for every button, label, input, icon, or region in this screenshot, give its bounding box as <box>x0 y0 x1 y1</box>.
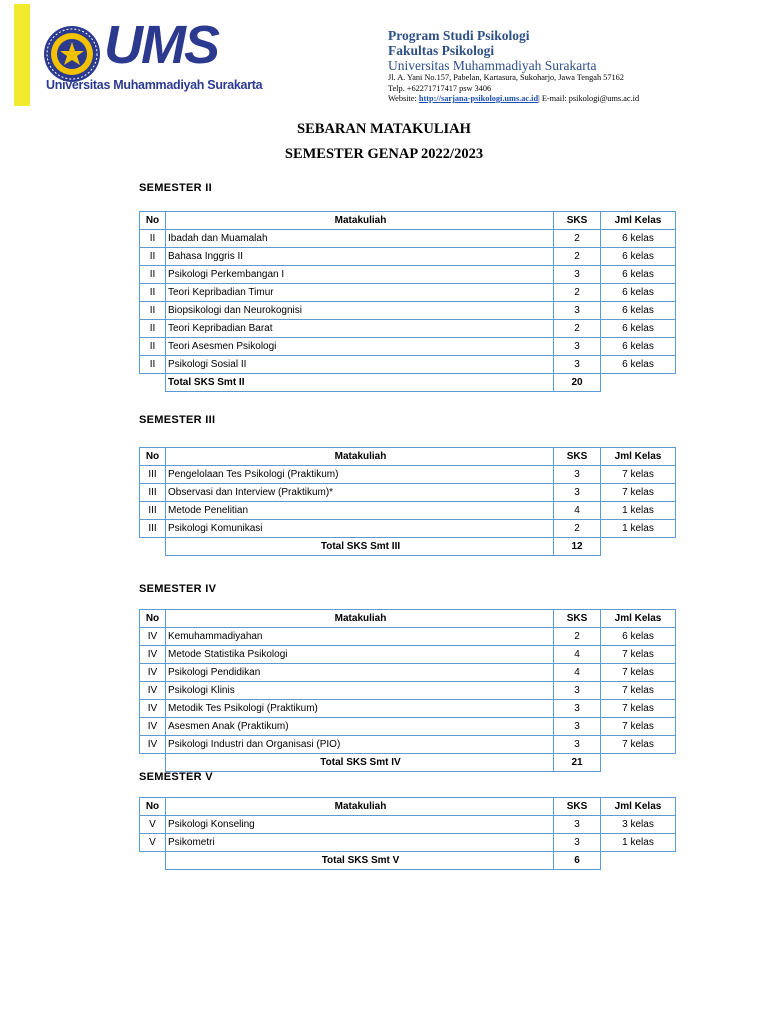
total-sks: 12 <box>554 538 601 556</box>
cell-no: IV <box>140 700 166 718</box>
cell-course-name: Teori Kepribadian Barat <box>166 320 554 338</box>
cell-no: IV <box>140 682 166 700</box>
column-header-kelas: Jml Kelas <box>601 212 676 230</box>
semester-heading: SEMESTER IV <box>139 583 217 595</box>
cell-no: V <box>140 816 166 834</box>
table-row <box>140 484 676 502</box>
table-row <box>140 502 676 520</box>
cell-no: II <box>140 248 166 266</box>
total-sks: 21 <box>554 754 601 772</box>
cell-kelas: 7 kelas <box>601 700 676 718</box>
cell-course-name: Kemuhammadiyahan <box>166 628 554 646</box>
ums-logo <box>42 15 263 96</box>
letterhead-info <box>388 28 639 105</box>
university-name: Universitas Muhammadiyah Surakarta <box>388 58 597 73</box>
cell-sks: 2 <box>554 320 601 338</box>
document-title: SEBARAN MATAKULIAH <box>297 121 471 137</box>
logo-university-caption: Universitas Muhammadiyah Surakarta <box>46 78 263 92</box>
cell-course-name: Psikologi Konseling <box>166 816 554 834</box>
cell-sks: 4 <box>554 646 601 664</box>
cell-course-name: Biopsikologi dan Neurokognisi <box>166 302 554 320</box>
table-row <box>140 682 676 700</box>
cell-kelas: 7 kelas <box>601 682 676 700</box>
cell-no: II <box>140 320 166 338</box>
total-label: Total SKS Smt IV <box>166 754 554 772</box>
cell-no: II <box>140 266 166 284</box>
table-row <box>140 718 676 736</box>
cell-kelas: 7 kelas <box>601 664 676 682</box>
cell-sks: 3 <box>554 834 601 852</box>
column-header-sks: SKS <box>554 448 601 466</box>
cell-kelas: 6 kelas <box>601 248 676 266</box>
cell-kelas: 6 kelas <box>601 320 676 338</box>
cell-no: II <box>140 230 166 248</box>
cell-sks: 2 <box>554 284 601 302</box>
table-row <box>140 736 676 754</box>
cell-no: IV <box>140 718 166 736</box>
column-header-sks: SKS <box>554 798 601 816</box>
cell-sks: 3 <box>554 466 601 484</box>
course-table <box>139 797 676 870</box>
course-table <box>139 609 676 772</box>
table-row <box>140 320 676 338</box>
semester-heading: SEMESTER II <box>139 182 212 194</box>
cell-sks: 3 <box>554 736 601 754</box>
table-header-row <box>140 798 676 816</box>
total-row <box>140 754 676 772</box>
cell-sks: 2 <box>554 248 601 266</box>
column-header-matakuliah: Matakuliah <box>166 798 554 816</box>
column-header-no: No <box>140 610 166 628</box>
website-label: Website: <box>388 94 417 103</box>
total-label: Total SKS Smt V <box>166 852 554 870</box>
column-header-sks: SKS <box>554 212 601 230</box>
address: Jl. A. Yani No.157, Pabelan, Kartasura, Sukoharjo, Jawa Tengah 57162 <box>388 73 624 82</box>
course-table <box>139 211 676 392</box>
cell-course-name: Bahasa Inggris II <box>166 248 554 266</box>
table-header-row <box>140 610 676 628</box>
total-label: Total SKS Smt III <box>166 538 554 556</box>
cell-sks: 2 <box>554 628 601 646</box>
cell-kelas: 1 kelas <box>601 834 676 852</box>
cell-sks: 3 <box>554 718 601 736</box>
cell-no: IV <box>140 628 166 646</box>
cell-course-name: Psikologi Pendidikan <box>166 664 554 682</box>
cell-course-name: Ibadah dan Muamalah <box>166 230 554 248</box>
table-row <box>140 628 676 646</box>
cell-no: III <box>140 520 166 538</box>
cell-sks: 3 <box>554 356 601 374</box>
cell-course-name: Teori Kepribadian Timur <box>166 284 554 302</box>
cell-no: IV <box>140 646 166 664</box>
cell-kelas: 6 kelas <box>601 230 676 248</box>
cell-course-name: Metodik Tes Psikologi (Praktikum) <box>166 700 554 718</box>
column-header-matakuliah: Matakuliah <box>166 610 554 628</box>
cell-course-name: Psikologi Sosial II <box>166 356 554 374</box>
cell-sks: 3 <box>554 338 601 356</box>
cell-sks: 3 <box>554 302 601 320</box>
table-row <box>140 356 676 374</box>
table-row <box>140 248 676 266</box>
faculty-name: Fakultas Psikologi <box>388 43 495 58</box>
cell-no: II <box>140 284 166 302</box>
cell-sks: 3 <box>554 682 601 700</box>
cell-sks: 3 <box>554 484 601 502</box>
cell-kelas: 6 kelas <box>601 302 676 320</box>
cell-no: II <box>140 302 166 320</box>
cell-no: III <box>140 466 166 484</box>
cell-course-name: Psikologi Perkembangan I <box>166 266 554 284</box>
document-subtitle: SEMESTER GENAP 2022/2023 <box>284 146 484 162</box>
cell-kelas: 6 kelas <box>601 356 676 374</box>
course-table <box>139 447 676 556</box>
cell-course-name: Psikometri <box>166 834 554 852</box>
cell-course-name: Metode Statistika Psikologi <box>166 646 554 664</box>
cell-sks: 3 <box>554 266 601 284</box>
cell-course-name: Asesmen Anak (Praktikum) <box>166 718 554 736</box>
cell-kelas: 7 kelas <box>601 466 676 484</box>
total-sks: 6 <box>554 852 601 870</box>
cell-no: III <box>140 484 166 502</box>
table-row <box>140 284 676 302</box>
cell-course-name: Psikologi Komunikasi <box>166 520 554 538</box>
table-row <box>140 834 676 852</box>
column-header-sks: SKS <box>554 610 601 628</box>
column-header-matakuliah: Matakuliah <box>166 212 554 230</box>
table-header-row <box>140 448 676 466</box>
semester-heading: SEMESTER V <box>139 771 213 783</box>
cell-sks: 4 <box>554 664 601 682</box>
cell-no: II <box>140 356 166 374</box>
table-row <box>140 338 676 356</box>
cell-no: II <box>140 338 166 356</box>
column-header-kelas: Jml Kelas <box>601 448 676 466</box>
cell-kelas: 3 kelas <box>601 816 676 834</box>
cell-course-name: Observasi dan Interview (Praktikum)* <box>166 484 554 502</box>
cell-kelas: 6 kelas <box>601 338 676 356</box>
total-row <box>140 852 676 870</box>
cell-kelas: 6 kelas <box>601 266 676 284</box>
cell-kelas: 6 kelas <box>601 628 676 646</box>
cell-sks: 4 <box>554 502 601 520</box>
column-header-kelas: Jml Kelas <box>601 610 676 628</box>
table-row <box>140 466 676 484</box>
table-row <box>140 230 676 248</box>
table-row <box>140 700 676 718</box>
logo-wordmark: UMS <box>104 15 218 75</box>
table-row <box>140 646 676 664</box>
cell-no: III <box>140 502 166 520</box>
cell-course-name: Psikologi Klinis <box>166 682 554 700</box>
column-header-matakuliah: Matakuliah <box>166 448 554 466</box>
table-row <box>140 664 676 682</box>
table-row <box>140 302 676 320</box>
cell-kelas: 7 kelas <box>601 736 676 754</box>
cell-course-name: Teori Asesmen Psikologi <box>166 338 554 356</box>
total-row <box>140 374 676 392</box>
cell-sks: 3 <box>554 816 601 834</box>
cell-kelas: 6 kelas <box>601 284 676 302</box>
table-row <box>140 266 676 284</box>
cell-no: IV <box>140 664 166 682</box>
column-header-kelas: Jml Kelas <box>601 798 676 816</box>
cell-sks: 2 <box>554 230 601 248</box>
table-header-row <box>140 212 676 230</box>
total-label: Total SKS Smt II <box>166 374 554 392</box>
column-header-no: No <box>140 212 166 230</box>
cell-course-name: Pengelolaan Tes Psikologi (Praktikum) <box>166 466 554 484</box>
cell-course-name: Metode Penelitian <box>166 502 554 520</box>
cell-kelas: 7 kelas <box>601 484 676 502</box>
total-sks: 20 <box>554 374 601 392</box>
cell-kelas: 1 kelas <box>601 502 676 520</box>
cell-sks: 2 <box>554 520 601 538</box>
cell-sks: 3 <box>554 700 601 718</box>
university-seal-icon <box>42 24 102 84</box>
phone: Telp. +62271717417 psw 3406 <box>388 83 492 93</box>
contact-line <box>388 94 639 105</box>
program-name: Program Studi Psikologi <box>388 28 530 43</box>
email-text: | E-mail: psikologi@ums.ac.id <box>538 94 640 103</box>
semester-heading: SEMESTER III <box>139 414 216 426</box>
table-row <box>140 816 676 834</box>
cell-kelas: 1 kelas <box>601 520 676 538</box>
cell-no: IV <box>140 736 166 754</box>
cell-no: V <box>140 834 166 852</box>
column-header-no: No <box>140 798 166 816</box>
website-link[interactable]: http://sarjana-psikologi.ums.ac.id <box>418 94 539 103</box>
total-row <box>140 538 676 556</box>
cell-kelas: 7 kelas <box>601 646 676 664</box>
cell-course-name: Psikologi Industri dan Organisasi (PIO) <box>166 736 554 754</box>
column-header-no: No <box>140 448 166 466</box>
table-row <box>140 520 676 538</box>
cell-kelas: 7 kelas <box>601 718 676 736</box>
yellow-accent-bar <box>14 4 30 106</box>
